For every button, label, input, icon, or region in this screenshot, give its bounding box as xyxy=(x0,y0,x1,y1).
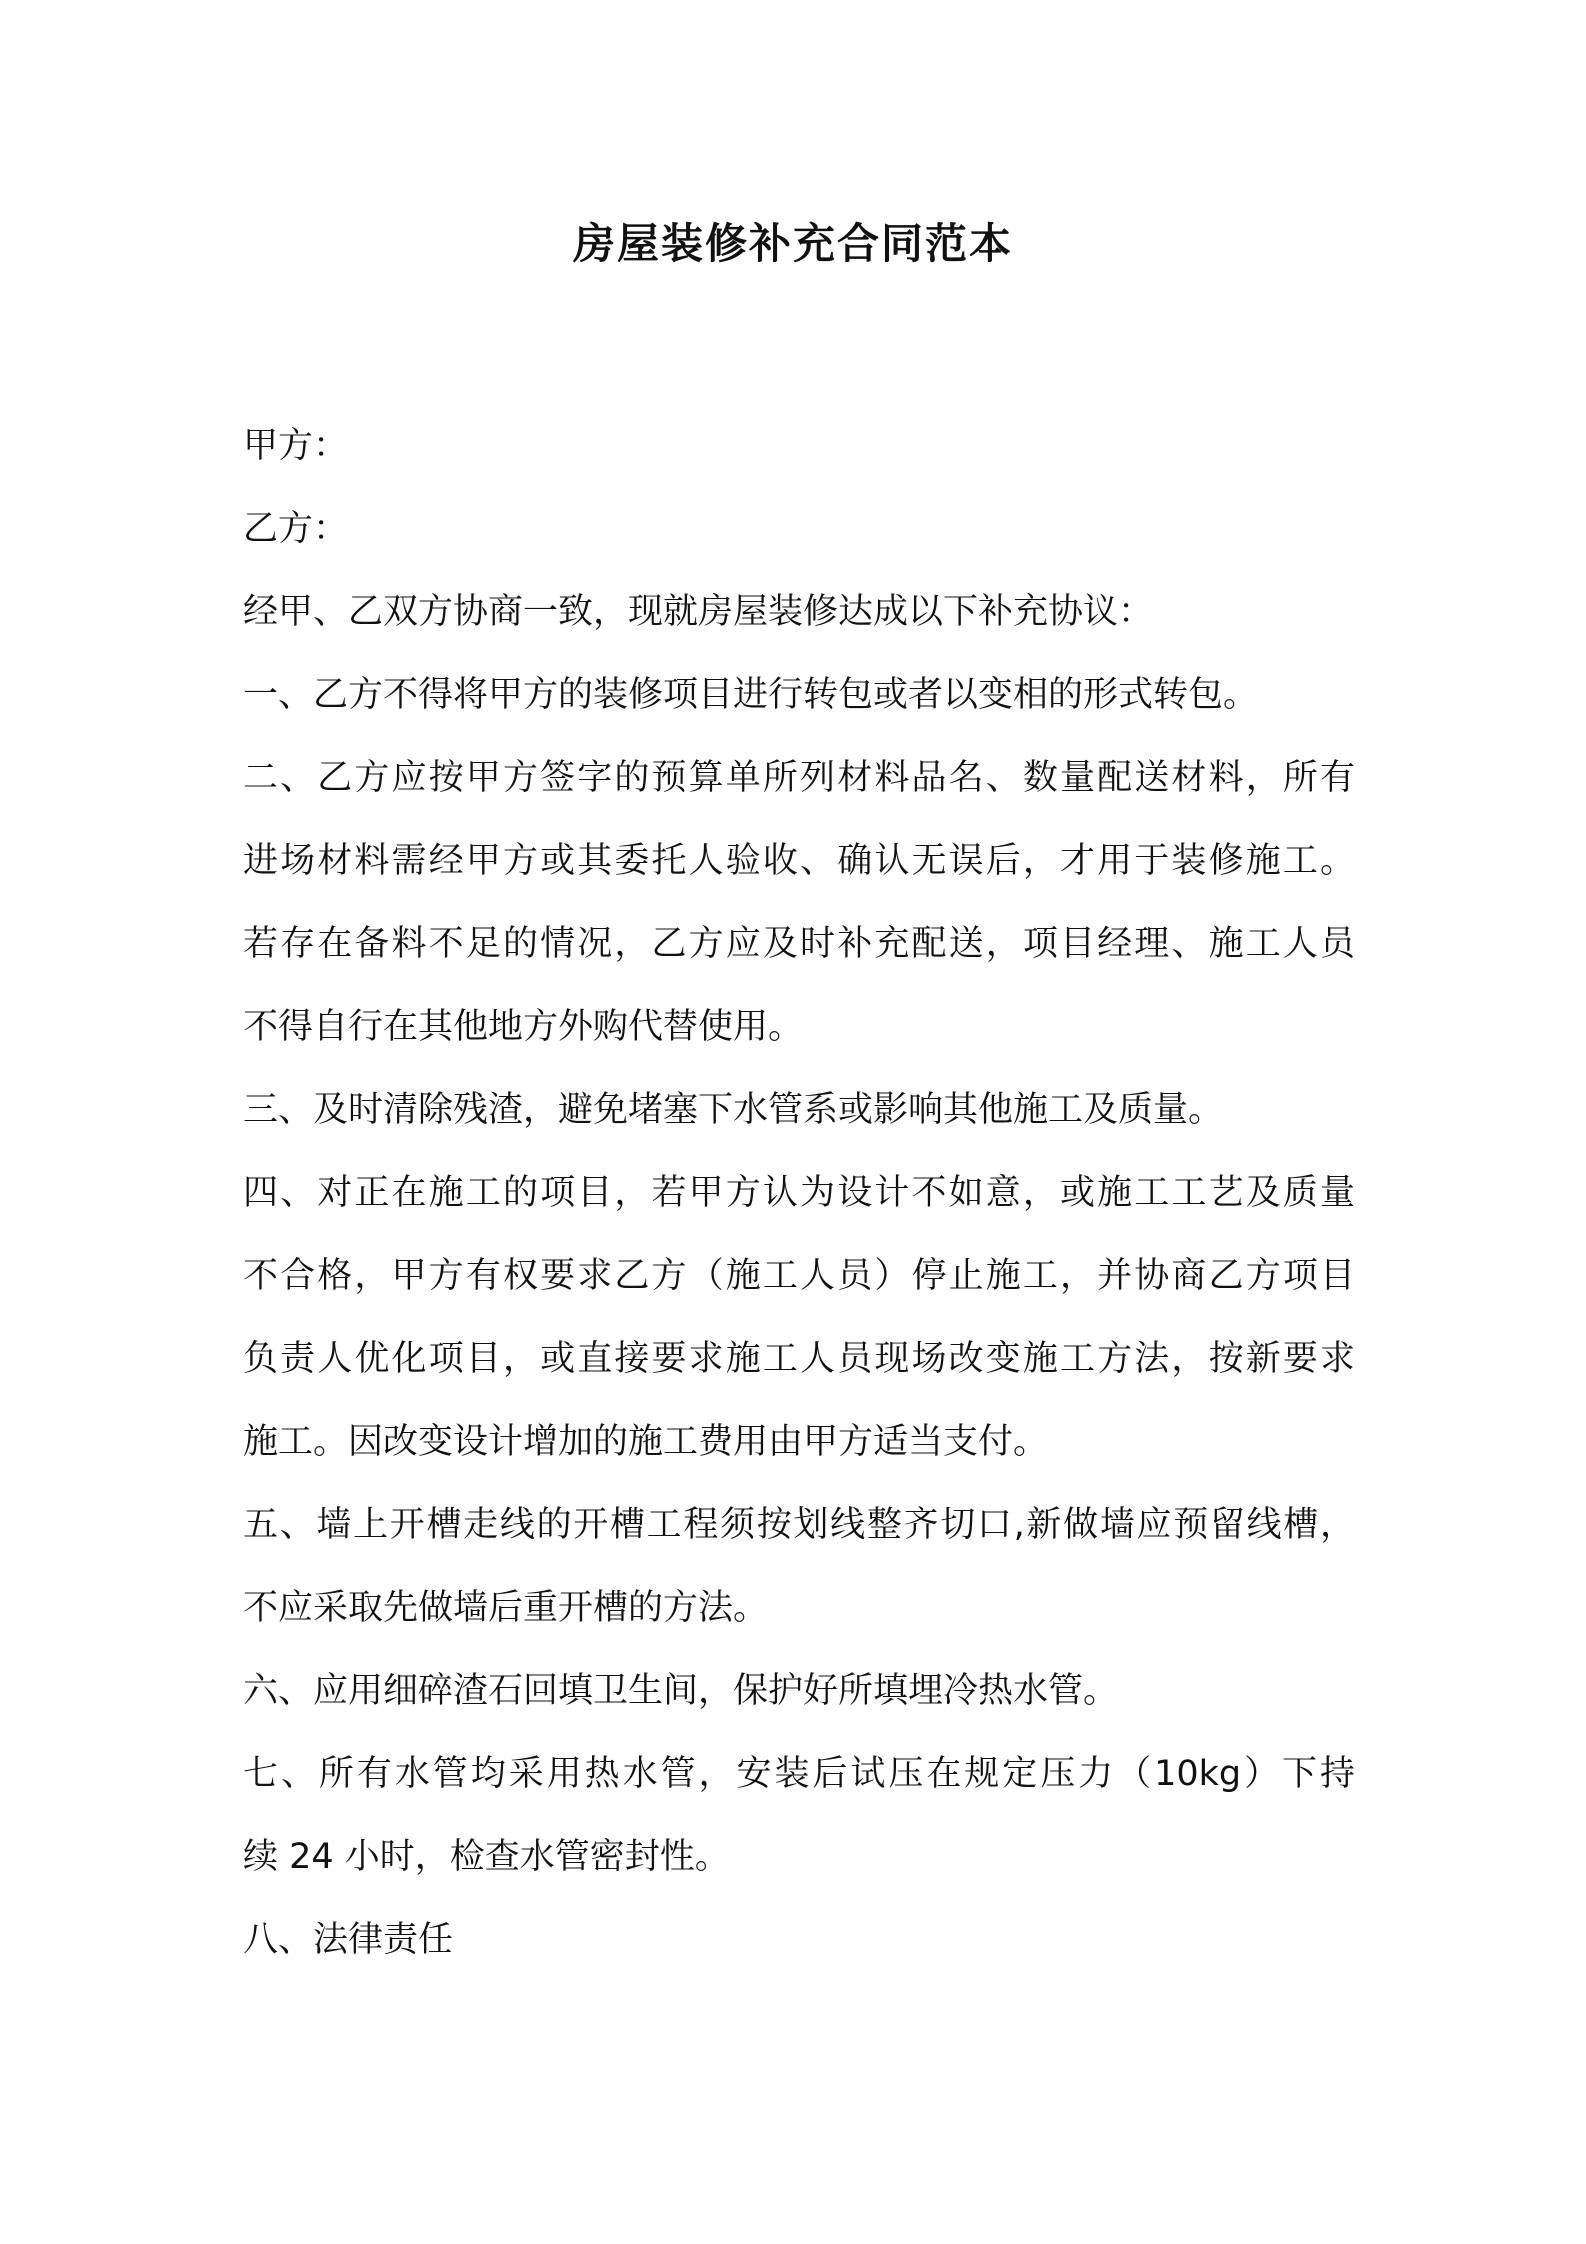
clause-1-line: 一、乙方不得将甲方的装修项目进行转包或者以变相的形式转包。 xyxy=(243,675,1259,715)
clause-7-line-2: 续 24 小时，检查水管密封性。 xyxy=(243,1837,730,1877)
document-body xyxy=(243,405,1363,1982)
clause-2-line-2: 进场材料需经甲方或其委托人验收、确认无误后，才用于装修施工。 xyxy=(243,841,1355,881)
clause-7-line-1: 七、所有水管均采用热水管，安装后试压在规定压力（10kg）下持 xyxy=(243,1754,1355,1794)
clause-4-line-3: 负责人优化项目，或直接要求施工人员现场改变施工方法，按新要求 xyxy=(243,1339,1355,1379)
clause-6-line: 六、应用细碎渣石回填卫生间，保护好所填埋冷热水管。 xyxy=(243,1671,1119,1711)
clause-2-line-1: 二、乙方应按甲方签字的预算单所列材料品名、数量配送材料，所有 xyxy=(243,758,1355,798)
clause-4-line-2: 不合格，甲方有权要求乙方（施工人员）停止施工，并协商乙方项目 xyxy=(243,1256,1355,1296)
clause-5-line-1: 五、墙上开槽走线的开槽工程须按划线整齐切口,新做墙应预留线槽， xyxy=(243,1505,1355,1545)
clause-3-line: 三、及时清除残渣，避免堵塞下水管系或影响其他施工及质量。 xyxy=(243,1090,1224,1130)
clause-2-line-4: 不得自行在其他地方外购代替使用。 xyxy=(243,1007,804,1047)
clause-8-heading: 八、法律责任 xyxy=(243,1920,454,1960)
party-b-line: 乙方： xyxy=(243,509,349,549)
document-title: 房屋装修补充合同范本 xyxy=(572,219,1013,268)
party-a-line: 甲方： xyxy=(243,426,349,466)
clause-5-line-2: 不应采取先做墙后重开槽的方法。 xyxy=(243,1588,769,1628)
clause-2-line-3: 若存在备料不足的情况，乙方应及时补充配送，项目经理、施工人员 xyxy=(243,924,1355,964)
clause-4-line-4: 施工。因改变设计增加的施工费用由甲方适当支付。 xyxy=(243,1422,1049,1462)
preamble-line: 经甲、乙双方协商一致，现就房屋装修达成以下补充协议： xyxy=(243,592,1154,632)
clause-4-line-1: 四、对正在施工的项目，若甲方认为设计不如意，或施工工艺及质量 xyxy=(243,1173,1355,1213)
